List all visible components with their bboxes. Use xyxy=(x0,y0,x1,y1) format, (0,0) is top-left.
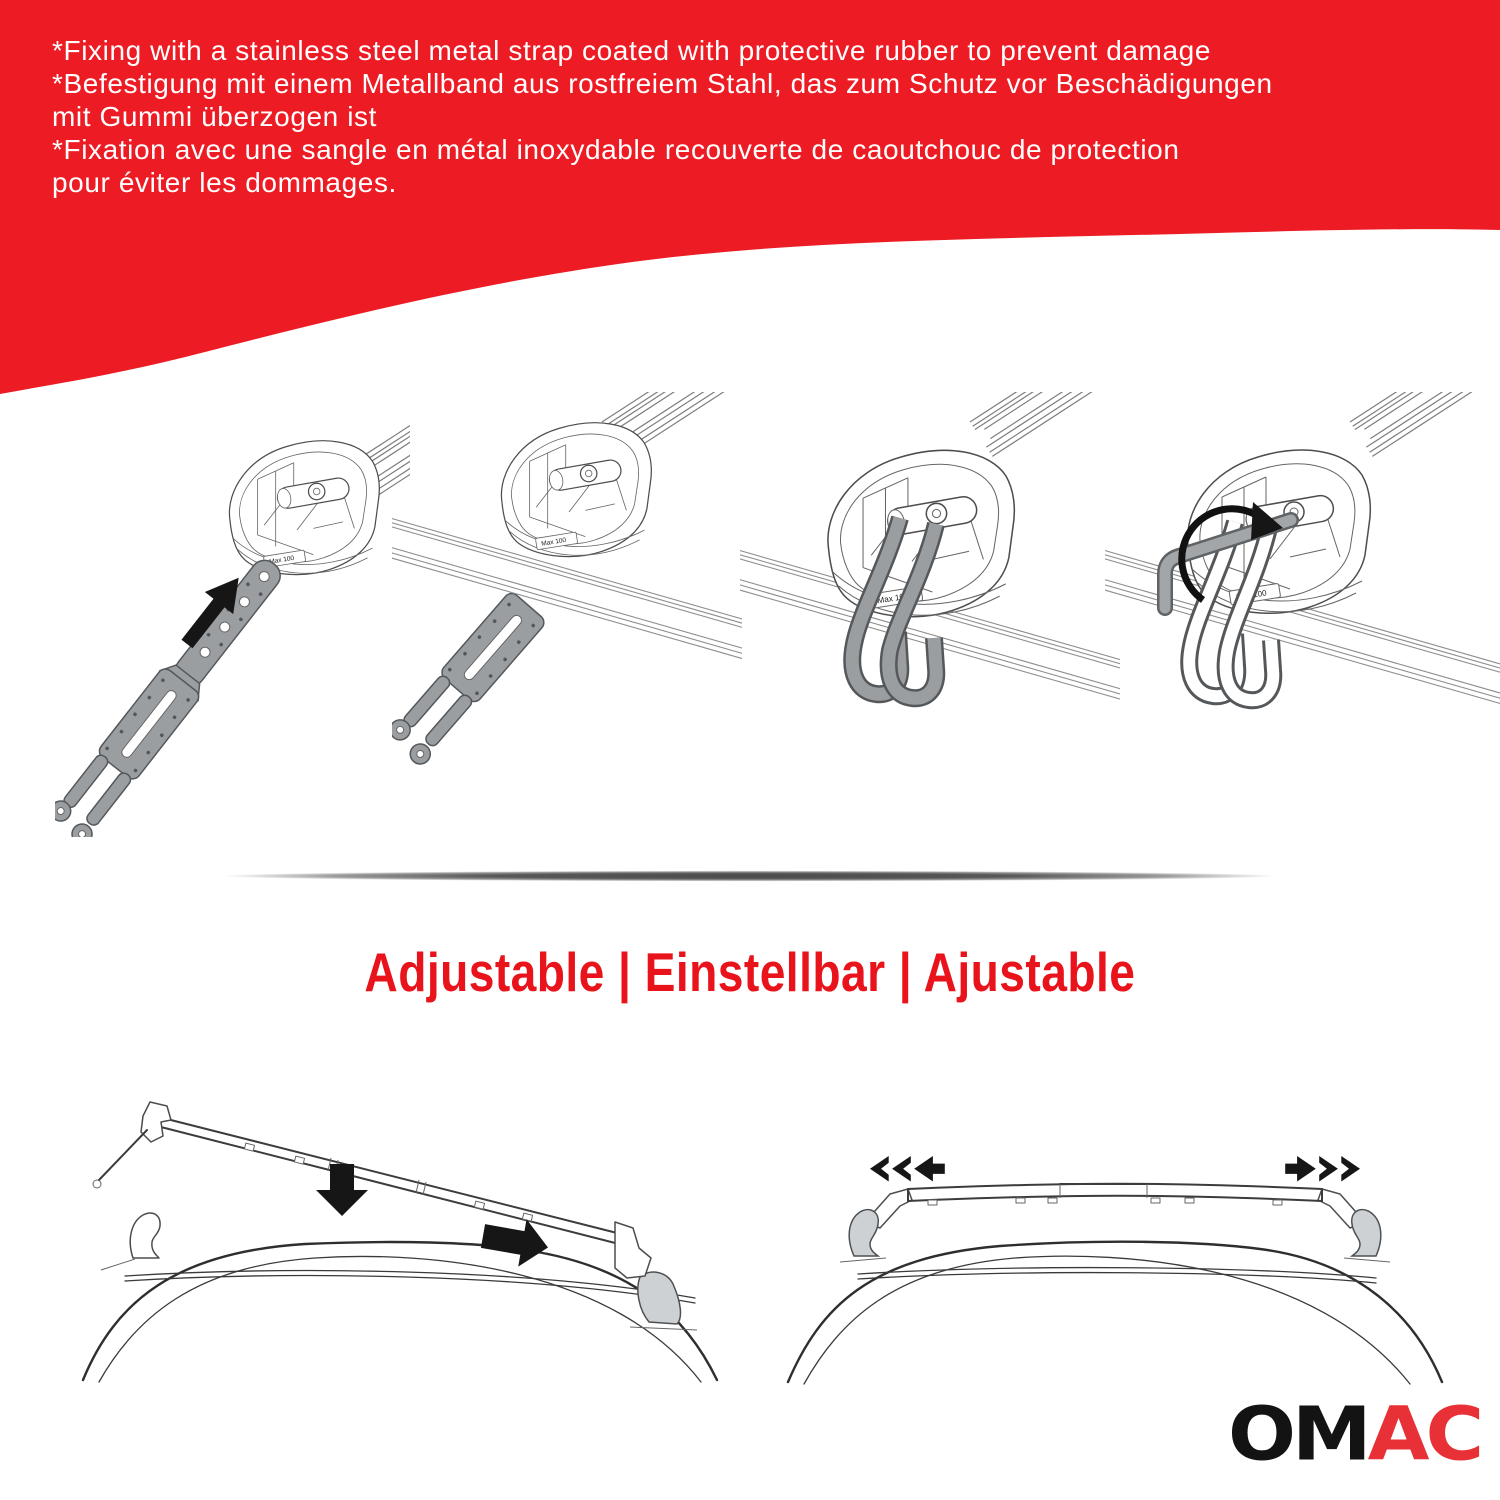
crossbar-mounted xyxy=(908,1184,1322,1205)
right-arrow-icon xyxy=(479,1212,552,1271)
step-2-strap-through-rail xyxy=(392,392,742,837)
roof-rail-fin xyxy=(130,1213,160,1258)
adjust-placement-illustration xyxy=(55,1072,735,1402)
adjustable-heading: Adjustable | Einstellbar | Ajustable xyxy=(364,941,1136,1003)
roof-rail-foot xyxy=(840,1189,912,1262)
extend-left-arrows-icon xyxy=(870,1156,945,1182)
bar-right-foot xyxy=(615,1222,651,1278)
section-divider xyxy=(55,869,1445,883)
omac-logo-black-letters: OM xyxy=(1228,1391,1368,1478)
banner-line-fr-2: pour éviter les dommages. xyxy=(52,167,397,198)
banner-line-de-1: *Befestigung mit einem Metallband aus rostfreiem Stahl, das zum Schutz vor Beschädigungen xyxy=(52,68,1273,99)
banner-line-en: *Fixing with a stainless steel metal strap coated with protective rubber to prevent damage xyxy=(52,35,1212,66)
bar-left-foot xyxy=(141,1102,171,1142)
banner-notes xyxy=(52,34,1273,199)
step-1-insert-strap xyxy=(55,392,410,837)
down-arrow-icon xyxy=(316,1164,368,1216)
omac-logo-red-letters: AC xyxy=(1367,1391,1481,1478)
adjust-extension-illustration xyxy=(770,1072,1460,1402)
omac-logo xyxy=(1228,1391,1481,1478)
roof-rail-foot xyxy=(638,1272,681,1324)
extend-right-arrows-icon xyxy=(1285,1156,1360,1182)
banner-line-de-2: mit Gummi überzogen ist xyxy=(52,101,378,132)
banner-line-fr-1: *Fixation avec une sangle en métal inoxydable recouverte de caoutchouc de protection xyxy=(52,134,1180,165)
step-4-tighten-with-key xyxy=(1105,392,1500,837)
step-3-strap-wrapped xyxy=(740,392,1120,837)
crossbar-lifted xyxy=(93,1102,651,1278)
